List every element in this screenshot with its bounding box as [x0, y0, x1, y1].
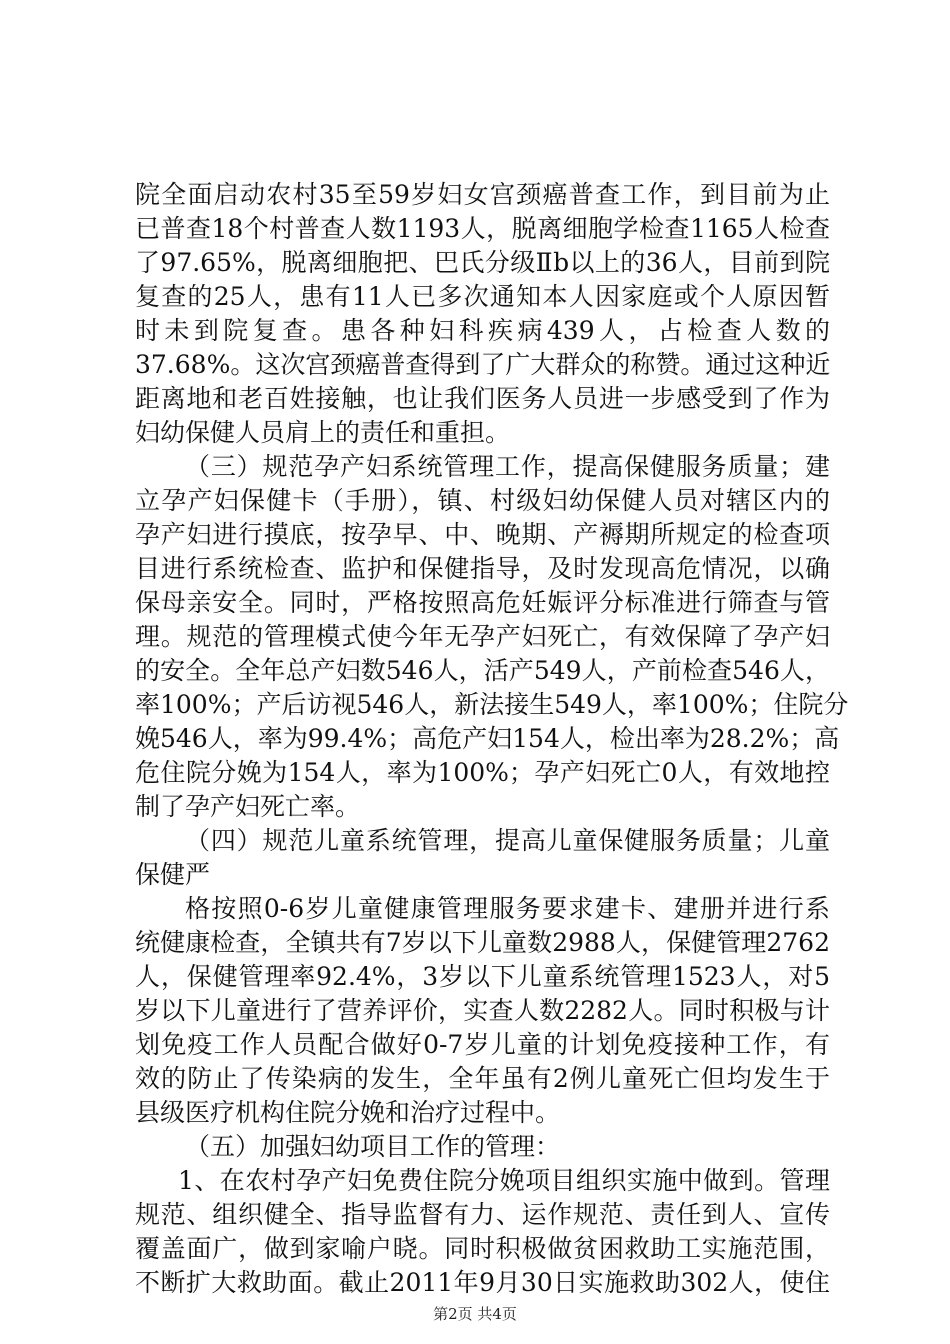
text-line: 目进行系统检查、监护和保健指导，及时发现高危情况，以确 [135, 554, 830, 583]
text-line: 时未到院复查。患各种妇科疾病439人，占检查人数的 [135, 316, 830, 345]
text-line: 37.68%。这次宫颈癌普查得到了广大群众的称赞。通过这种近 [135, 350, 831, 379]
text-line: 保健严 [135, 860, 211, 889]
text-line: 划免疫工作人员配合做好0-7岁儿童的计划免疫接种工作，有 [135, 1030, 830, 1059]
text-line: 理。规范的管理模式使今年无孕产妇死亡，有效保障了孕产妇 [135, 622, 830, 651]
text-line: 县级医疗机构住院分娩和治疗过程中。 [135, 1098, 561, 1127]
page-footer: 第2页 共4页 [433, 1305, 517, 1323]
text-line: 娩546人，率为99.4%；高危产妇154人，检出率为28.2%；高 [135, 724, 840, 753]
text-line: 不断扩大救助面。截止2011年9月30日实施救助302人，使住 [135, 1268, 830, 1297]
text-line: 孕产妇进行摸底，按孕早、中、晚期、产褥期所规定的检查项 [135, 520, 830, 549]
text-line: 人，保健管理率92.4%，3岁以下儿童系统管理1523人，对5 [135, 962, 830, 991]
paragraph-heading-line: （三）规范孕产妇系统管理工作，提高保健服务质量；建 [185, 452, 830, 481]
text-line: 规范、组织健全、指导监督有力、运作规范、责任到人、宣传 [135, 1200, 830, 1229]
text-line: 效的防止了传染病的发生，全年虽有2例儿童死亡但均发生于 [135, 1064, 830, 1093]
text-line: 复查的25人，患有11人已多次通知本人因家庭或个人原因暂 [135, 282, 830, 311]
text-line: 妇幼保健人员肩上的责任和重担。 [135, 418, 511, 447]
text-line: 制了孕产妇死亡率。 [135, 792, 361, 821]
text-line: 的安全。全年总产妇数546人，活产549人，产前检查546人， [135, 656, 830, 685]
text-line: 了97.65%，脱离细胞把、巴氏分级Ⅱb以上的36人，目前到院 [135, 248, 830, 277]
text-line: 率100%；产后访视546人，新法接生549人，率100%；住院分 [135, 690, 849, 719]
text-line: 危住院分娩为154人，率为100%；孕产妇死亡0人，有效地控 [135, 758, 830, 787]
text-line: 距离地和老百姓接触，也让我们医务人员进一步感受到了作为 [135, 384, 830, 413]
paragraph-heading-line: （五）加强妇幼项目工作的管理： [185, 1132, 561, 1161]
text-line: 立孕产妇保健卡（手册），镇、村级妇幼保健人员对辖区内的 [135, 486, 830, 515]
text-line: 岁以下儿童进行了营养评价，实查人数2282人。同时积极与计 [135, 996, 830, 1025]
text-line: 已普查18个村普查人数1193人，脱离细胞学检查1165人检查 [135, 214, 830, 243]
text-line: 统健康检查，全镇共有7岁以下儿童数2988人，保健管理2762 [135, 928, 830, 957]
text-line: 格按照0-6岁儿童健康管理服务要求建卡、建册并进行系 [185, 894, 830, 923]
text-line: 覆盖面广，做到家喻户晓。同时积极做贫困救助工实施范围， [135, 1234, 830, 1263]
paragraph-heading-line: （四）规范儿童系统管理，提高儿童保健服务质量；儿童 [185, 826, 830, 855]
text-line: 保母亲安全。同时，严格按照高危妊娠评分标准进行筛查与管 [135, 588, 830, 617]
text-line: 1、在农村孕产妇免费住院分娩项目组织实施中做到。管理 [178, 1166, 830, 1195]
text-line: 院全面启动农村35至59岁妇女宫颈癌普查工作，到目前为止 [135, 180, 830, 209]
